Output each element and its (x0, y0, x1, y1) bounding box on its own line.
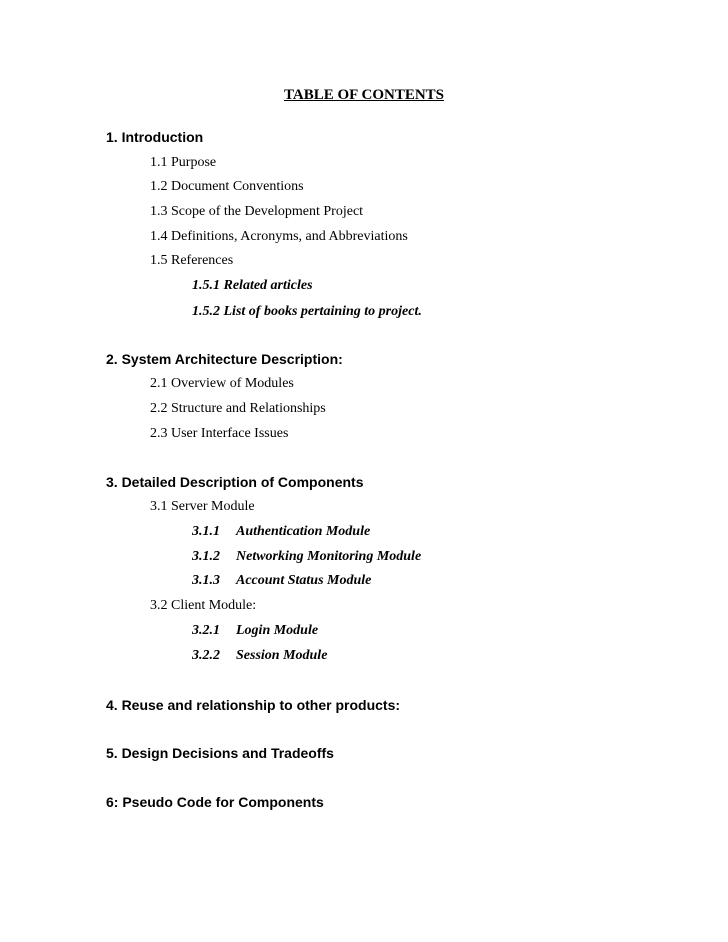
entry-number: 3.1.2 (192, 549, 220, 564)
toc-entry-2-2: 2.2 Structure and Relationships (150, 401, 326, 416)
entry-number: 3.1.1 (192, 524, 220, 539)
section-1-heading: 1. Introduction (106, 129, 204, 145)
entry-number: 3.2.1 (192, 623, 220, 638)
toc-entry-2-3: 2.3 User Interface Issues (150, 426, 289, 441)
toc-entry-3-1: 3.1 Server Module (150, 499, 255, 514)
entry-label: Networking Monitoring Module (236, 549, 422, 564)
section-4-heading: 4. Reuse and relationship to other products: (106, 697, 401, 713)
section-2-heading: 2. System Architecture Description: (106, 351, 343, 367)
toc-entry-3-1-1 (192, 525, 370, 539)
toc-entry-1-3: 1.3 Scope of the Development Project (150, 204, 364, 219)
toc-entry-2-1: 2.1 Overview of Modules (150, 376, 294, 391)
toc-title: TABLE OF CONTENTS (283, 87, 445, 103)
toc-entry-3-2-1 (192, 624, 318, 638)
toc-entry-3-1-2 (192, 550, 421, 564)
toc-entry-1-5-2: 1.5.2 List of books pertaining to project. (192, 304, 422, 319)
toc-entry-1-5-1: 1.5.1 Related articles (192, 278, 313, 293)
entry-label: Login Module (236, 623, 319, 638)
entry-number: 3.1.3 (192, 573, 220, 588)
toc-entry-1-5: 1.5 References (150, 253, 234, 268)
toc-entry-1-1: 1.1 Purpose (150, 155, 217, 170)
toc-entry-3-2-2 (192, 649, 327, 663)
entry-number: 3.2.2 (192, 648, 220, 663)
toc-entry-3-1-3 (192, 574, 371, 588)
entry-label: Account Status Module (236, 573, 372, 588)
entry-label: Session Module (236, 648, 328, 663)
section-5-heading: 5. Design Decisions and Tradeoffs (106, 745, 334, 761)
toc-entry-3-2: 3.2 Client Module: (150, 598, 257, 613)
toc-entry-1-2: 1.2 Document Conventions (150, 179, 304, 194)
section-6-heading: 6: Pseudo Code for Components (106, 794, 324, 810)
section-3-heading: 3. Detailed Description of Components (106, 474, 364, 490)
toc-entry-1-4: 1.4 Definitions, Acronyms, and Abbreviations (150, 229, 408, 244)
entry-label: Authentication Module (236, 524, 371, 539)
